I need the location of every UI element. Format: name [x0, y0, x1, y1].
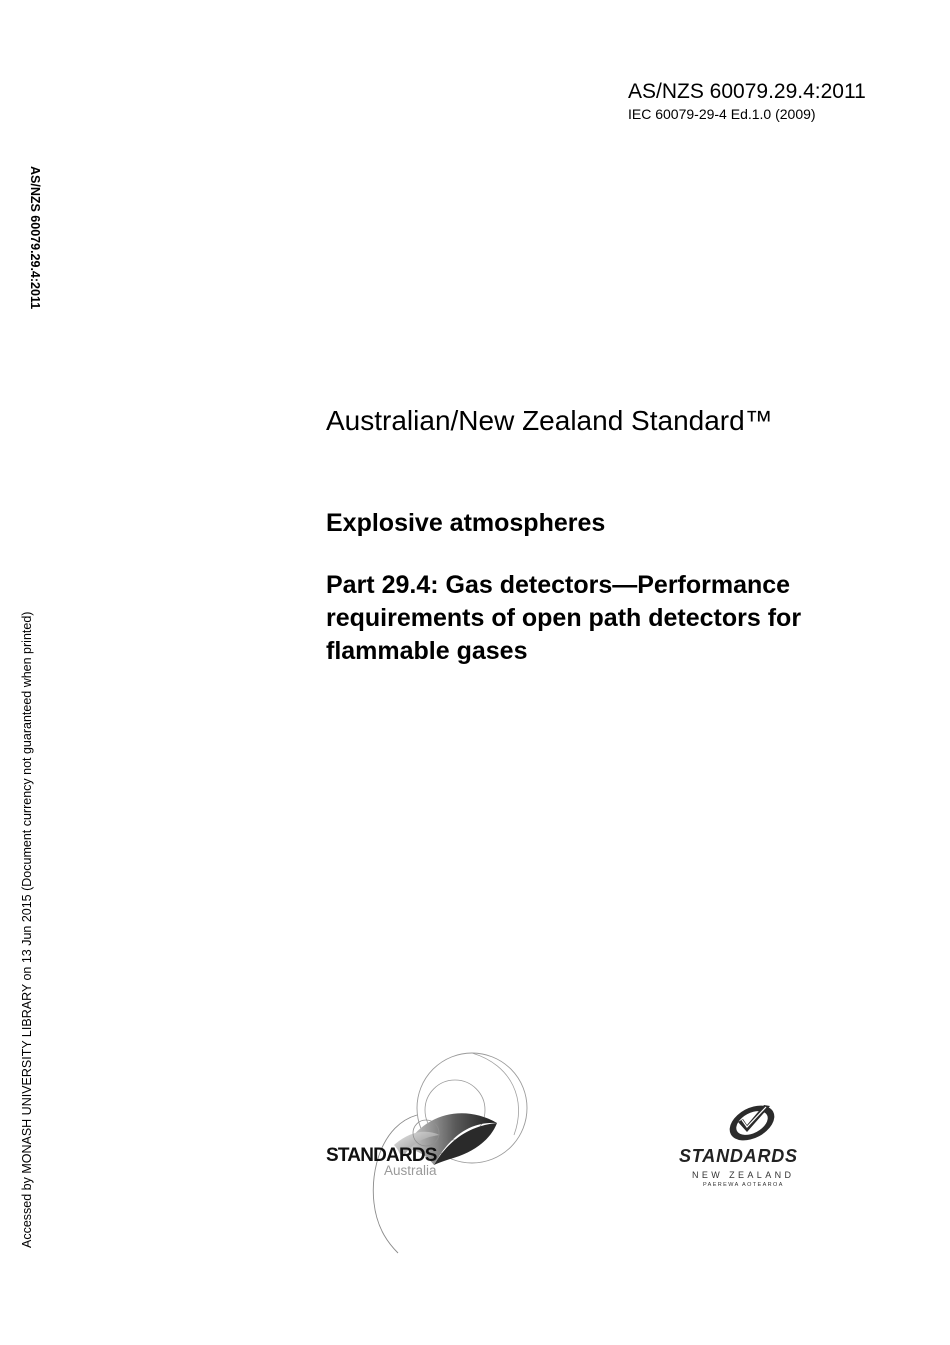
- standard-type-heading: Australian/New Zealand Standard™: [326, 405, 773, 436]
- iec-reference: IEC 60079-29-4 Ed.1.0 (2009): [628, 106, 816, 122]
- standards-nz-subname: NEW ZEALAND: [692, 1170, 795, 1180]
- standards-australia-logo: [322, 1045, 537, 1255]
- standards-australia-subname: Australia: [384, 1163, 437, 1178]
- standards-nz-maori-name: PAEREWA AOTEAROA: [703, 1182, 784, 1188]
- document-number: AS/NZS 60079.29.4:2011: [628, 80, 866, 103]
- standards-nz-name: STANDARDS: [679, 1146, 798, 1166]
- part-title: Part 29.4: Gas detectors—Performance requirements of open path detectors for flammable gases: [326, 571, 802, 665]
- document-title: Explosive atmospheres: [326, 509, 606, 537]
- standards-nz-checkmark-icon: [676, 1100, 828, 1148]
- access-notice-text: Accessed by MONASH UNIVERSITY LIBRARY on 13 Jun 2015 (Document currency not guaranteed when printed): [20, 611, 34, 1248]
- standards-new-zealand-logo: [676, 1100, 828, 1196]
- vertical-document-code: [28, 166, 60, 346]
- access-notice: [20, 598, 40, 1248]
- vertical-document-code-text: AS/NZS 60079.29.4:2011: [28, 166, 42, 310]
- standards-australia-name: STANDARDS: [326, 1145, 437, 1166]
